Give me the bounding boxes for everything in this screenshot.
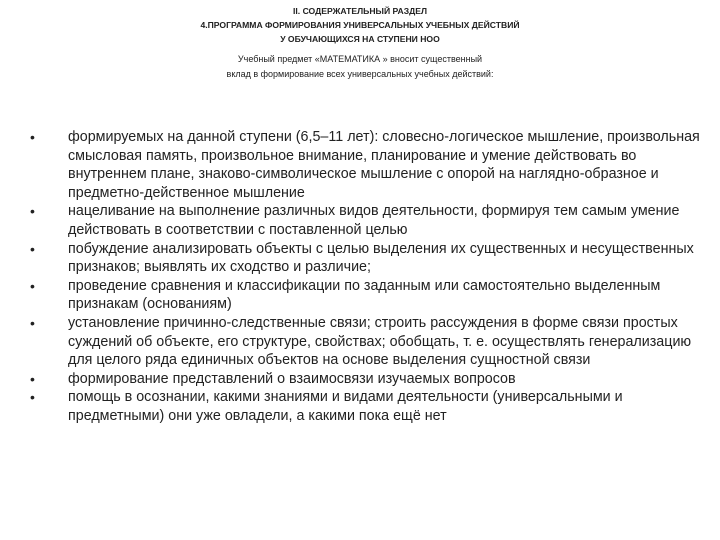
bullet-text: проведение сравнения и классификации по заданным или самостоятельно выделенным признакам (основаниям) bbox=[68, 277, 661, 313]
intro-text bbox=[0, 52, 720, 82]
bullet-item bbox=[30, 240, 710, 277]
intro-line2: вклад в формирование всех универсальных учебных действий: bbox=[226, 69, 494, 79]
bullet-icon: • bbox=[30, 240, 35, 257]
bullet-item bbox=[30, 277, 710, 314]
bullet-icon: • bbox=[30, 389, 35, 406]
bullet-item bbox=[30, 388, 710, 425]
bullet-icon: • bbox=[30, 203, 35, 220]
intro-line1: Учебный предмет «МАТЕМАТИКА » вносит существенный bbox=[237, 54, 483, 64]
bullet-item bbox=[30, 202, 710, 239]
bullet-text: нацеливание на выполнение различных видов деятельности, формируя тем самым умение действовать в соответствии с поставленной целью bbox=[68, 203, 680, 238]
section-title: II. СОДЕРЖАТЕЛЬНЫЙ РАЗДЕЛ bbox=[293, 6, 427, 16]
section-header bbox=[0, 4, 720, 46]
bullet-list bbox=[30, 128, 710, 426]
bullet-item bbox=[30, 370, 710, 389]
bullet-text: побуждение анализировать объекты с целью выделения их существенных и несущественных признаков; выявлять их сходство и различие; bbox=[68, 240, 694, 276]
bullet-icon: • bbox=[30, 370, 35, 387]
program-title-line2: У ОБУЧАЮЩИХСЯ НА СТУПЕНИ НОО bbox=[280, 34, 440, 44]
bullet-text: помощь в осознании, какими знаниями и видами деятельности (универсальными и предметными) они уже овладели, а какими пока ещё нет bbox=[68, 389, 623, 424]
bullet-item bbox=[30, 128, 710, 202]
program-title-line1: 4.ПРОГРАММА ФОРМИРОВАНИЯ УНИВЕРСАЛЬНЫХ УЧЕБНЫХ ДЕЙСТВИЙ bbox=[200, 20, 520, 30]
bullet-item bbox=[30, 314, 710, 370]
bullet-icon: • bbox=[30, 129, 35, 145]
bullet-text: установление причинно-следственные связи; строить рассуждения в форме связи простых суждений об объекте, его структуре, свойствах; обобщать, т. е. осуществлять генерализацию для целого ряда единичных объектов на основе выделения сущностной связи bbox=[68, 314, 692, 369]
bullet-icon: • bbox=[30, 277, 35, 294]
bullet-text: формирование представлений о взаимосвязи изучаемых вопросов bbox=[68, 370, 516, 387]
bullet-icon: • bbox=[30, 314, 35, 331]
bullet-text: формируемых на данной ступени (6,5–11 лет): словесно-логическое мышление, произвольная смысловая память, произвольное внимание, планирование и умение действовать во внутреннем плане, знаково-символическое мышление с опорой на наглядно-образное и предметно-действенное мышление bbox=[68, 129, 700, 201]
